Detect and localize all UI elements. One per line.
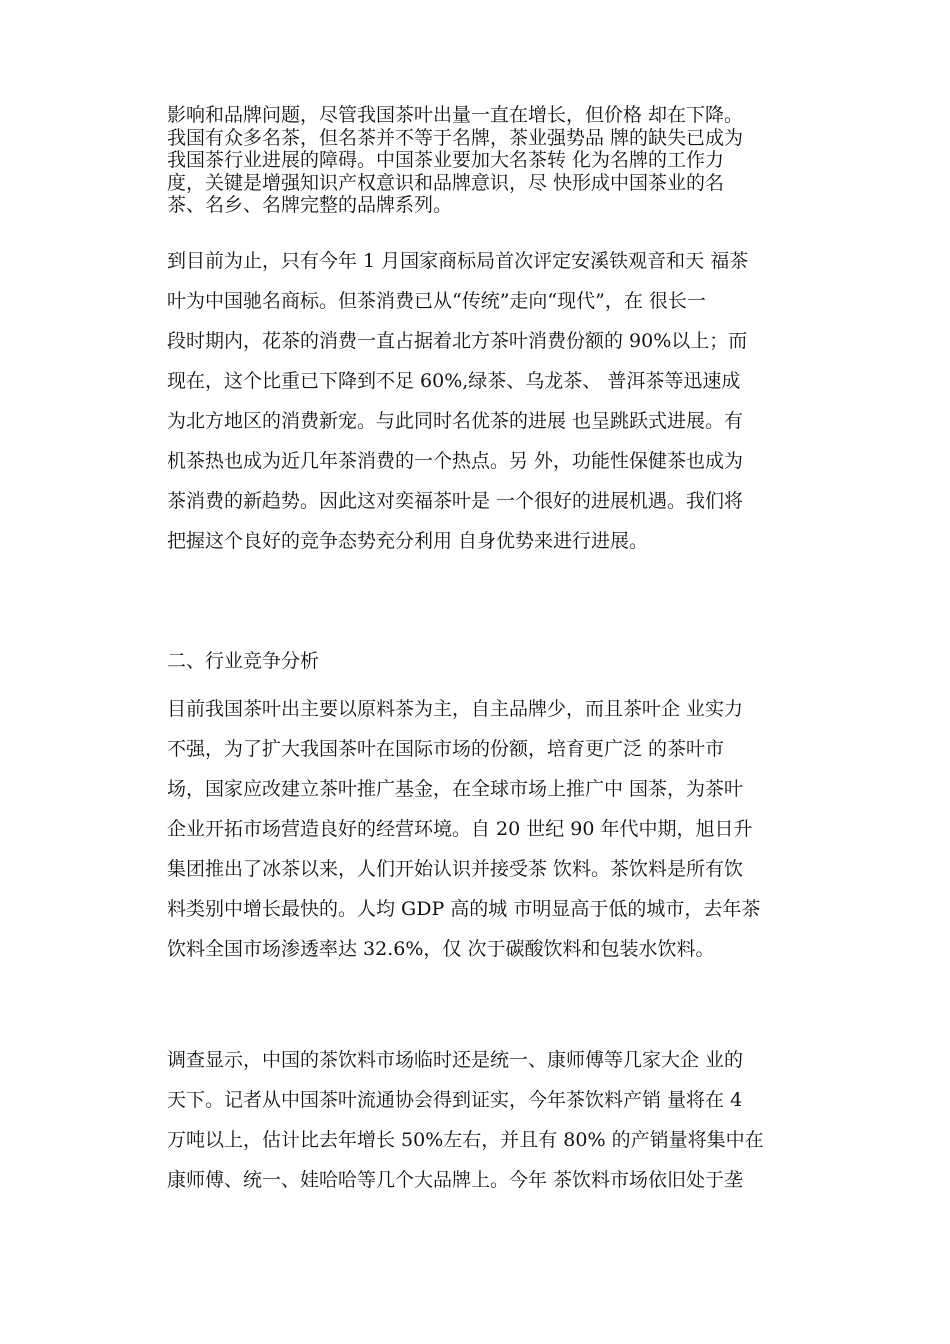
text-line: 场，国家应改建立茶叶推广基金，在全球市场上推广中 国茶，为茶叶	[167, 778, 744, 800]
text-line: 天下。记者从中国茶叶流通协会得到证实，今年茶饮料产销 量将在 4	[167, 1089, 743, 1111]
text-line: 万吨以上，估计比去年增长 50%左右，并且有 80% 的产销量将集中在	[167, 1129, 764, 1151]
text-line: 饮料全国市场渗透率达 32.6%，仅 次于碳酸饮料和包装水饮料。	[167, 938, 715, 960]
text-line: 叶为中国驰名商标。但茶消费已从“传统”走向“现代”，在 很长一	[167, 290, 706, 312]
text-line: 不强，为了扩大我国茶叶在国际市场的份额，培育更广泛 的茶叶市	[167, 738, 725, 760]
section-heading: 二、行业竞争分析	[167, 650, 320, 672]
text-line: 影响和品牌问题，尽管我国茶叶出量一直在增长，但价格 却在下降。	[167, 104, 744, 126]
text-line: 料类别中增长最快的。人均 GDP 高的城 市明显高于低的城市，去年茶	[167, 898, 761, 920]
paragraph-consumption-trend	[167, 241, 827, 561]
text-line: 茶消费的新趋势。因此这对奕福茶叶是 一个很好的进展机遇。我们将	[167, 490, 744, 512]
section-heading-block	[167, 641, 827, 681]
text-line: 机茶热也成为近几年茶消费的一个热点。另 外，功能性保健茶也成为	[167, 450, 744, 472]
text-line: 到目前为止，只有今年 1 月国家商标局首次评定安溪铁观音和天 福茶	[167, 250, 749, 272]
text-line: 为北方地区的消费新宠。与此同时名优茶的进展 也呈跳跃式进展。有	[167, 410, 744, 432]
text-line: 企业开拓市场营造良好的经营环境。自 20 世纪 90 年代中期，旭日升	[167, 818, 753, 840]
text-line: 把握这个良好的竞争态势充分利用 自身优势来进行进展。	[167, 530, 649, 552]
text-line: 我国茶行业进展的障碍。中国茶业要加大名茶转 化为名牌的工作力	[167, 149, 725, 171]
text-line: 目前我国茶叶出主要以原料茶为主，自主品牌少，而且茶叶企 业实力	[167, 698, 744, 720]
text-line: 康师傅、统一、娃哈哈等几个大品牌上。今年 茶饮料市场依旧处于垄	[167, 1169, 744, 1191]
paragraph-brand-issue	[167, 104, 827, 217]
text-line: 集团推出了冰茶以来，人们开始认识并接受茶 饮料。茶饮料是所有饮	[167, 858, 744, 880]
text-line: 茶、名乡、名牌完整的品牌系列。	[167, 194, 453, 216]
text-line: 段时期内，花茶的消费一直占据着北方茶叶消费份额的 90%以上；而	[167, 330, 748, 352]
text-line: 我国有众多名茶，但名茶并不等于名牌，茶业强势品 牌的缺失已成为	[167, 126, 744, 149]
text-line: 度，关键是增强知识产权意识和品牌意识，尽 快形成中国茶业的名	[167, 171, 725, 194]
text-line: 现在，这个比重已下降到不足 60%,绿茶、乌龙茶、 普洱茶等迅速成	[167, 370, 741, 392]
paragraph-market-survey	[167, 1040, 827, 1200]
text-line: 调查显示，中国的茶饮料市场临时还是统一、康师傅等几家大企 业的	[167, 1049, 744, 1071]
paragraph-industry-competition	[167, 689, 827, 969]
